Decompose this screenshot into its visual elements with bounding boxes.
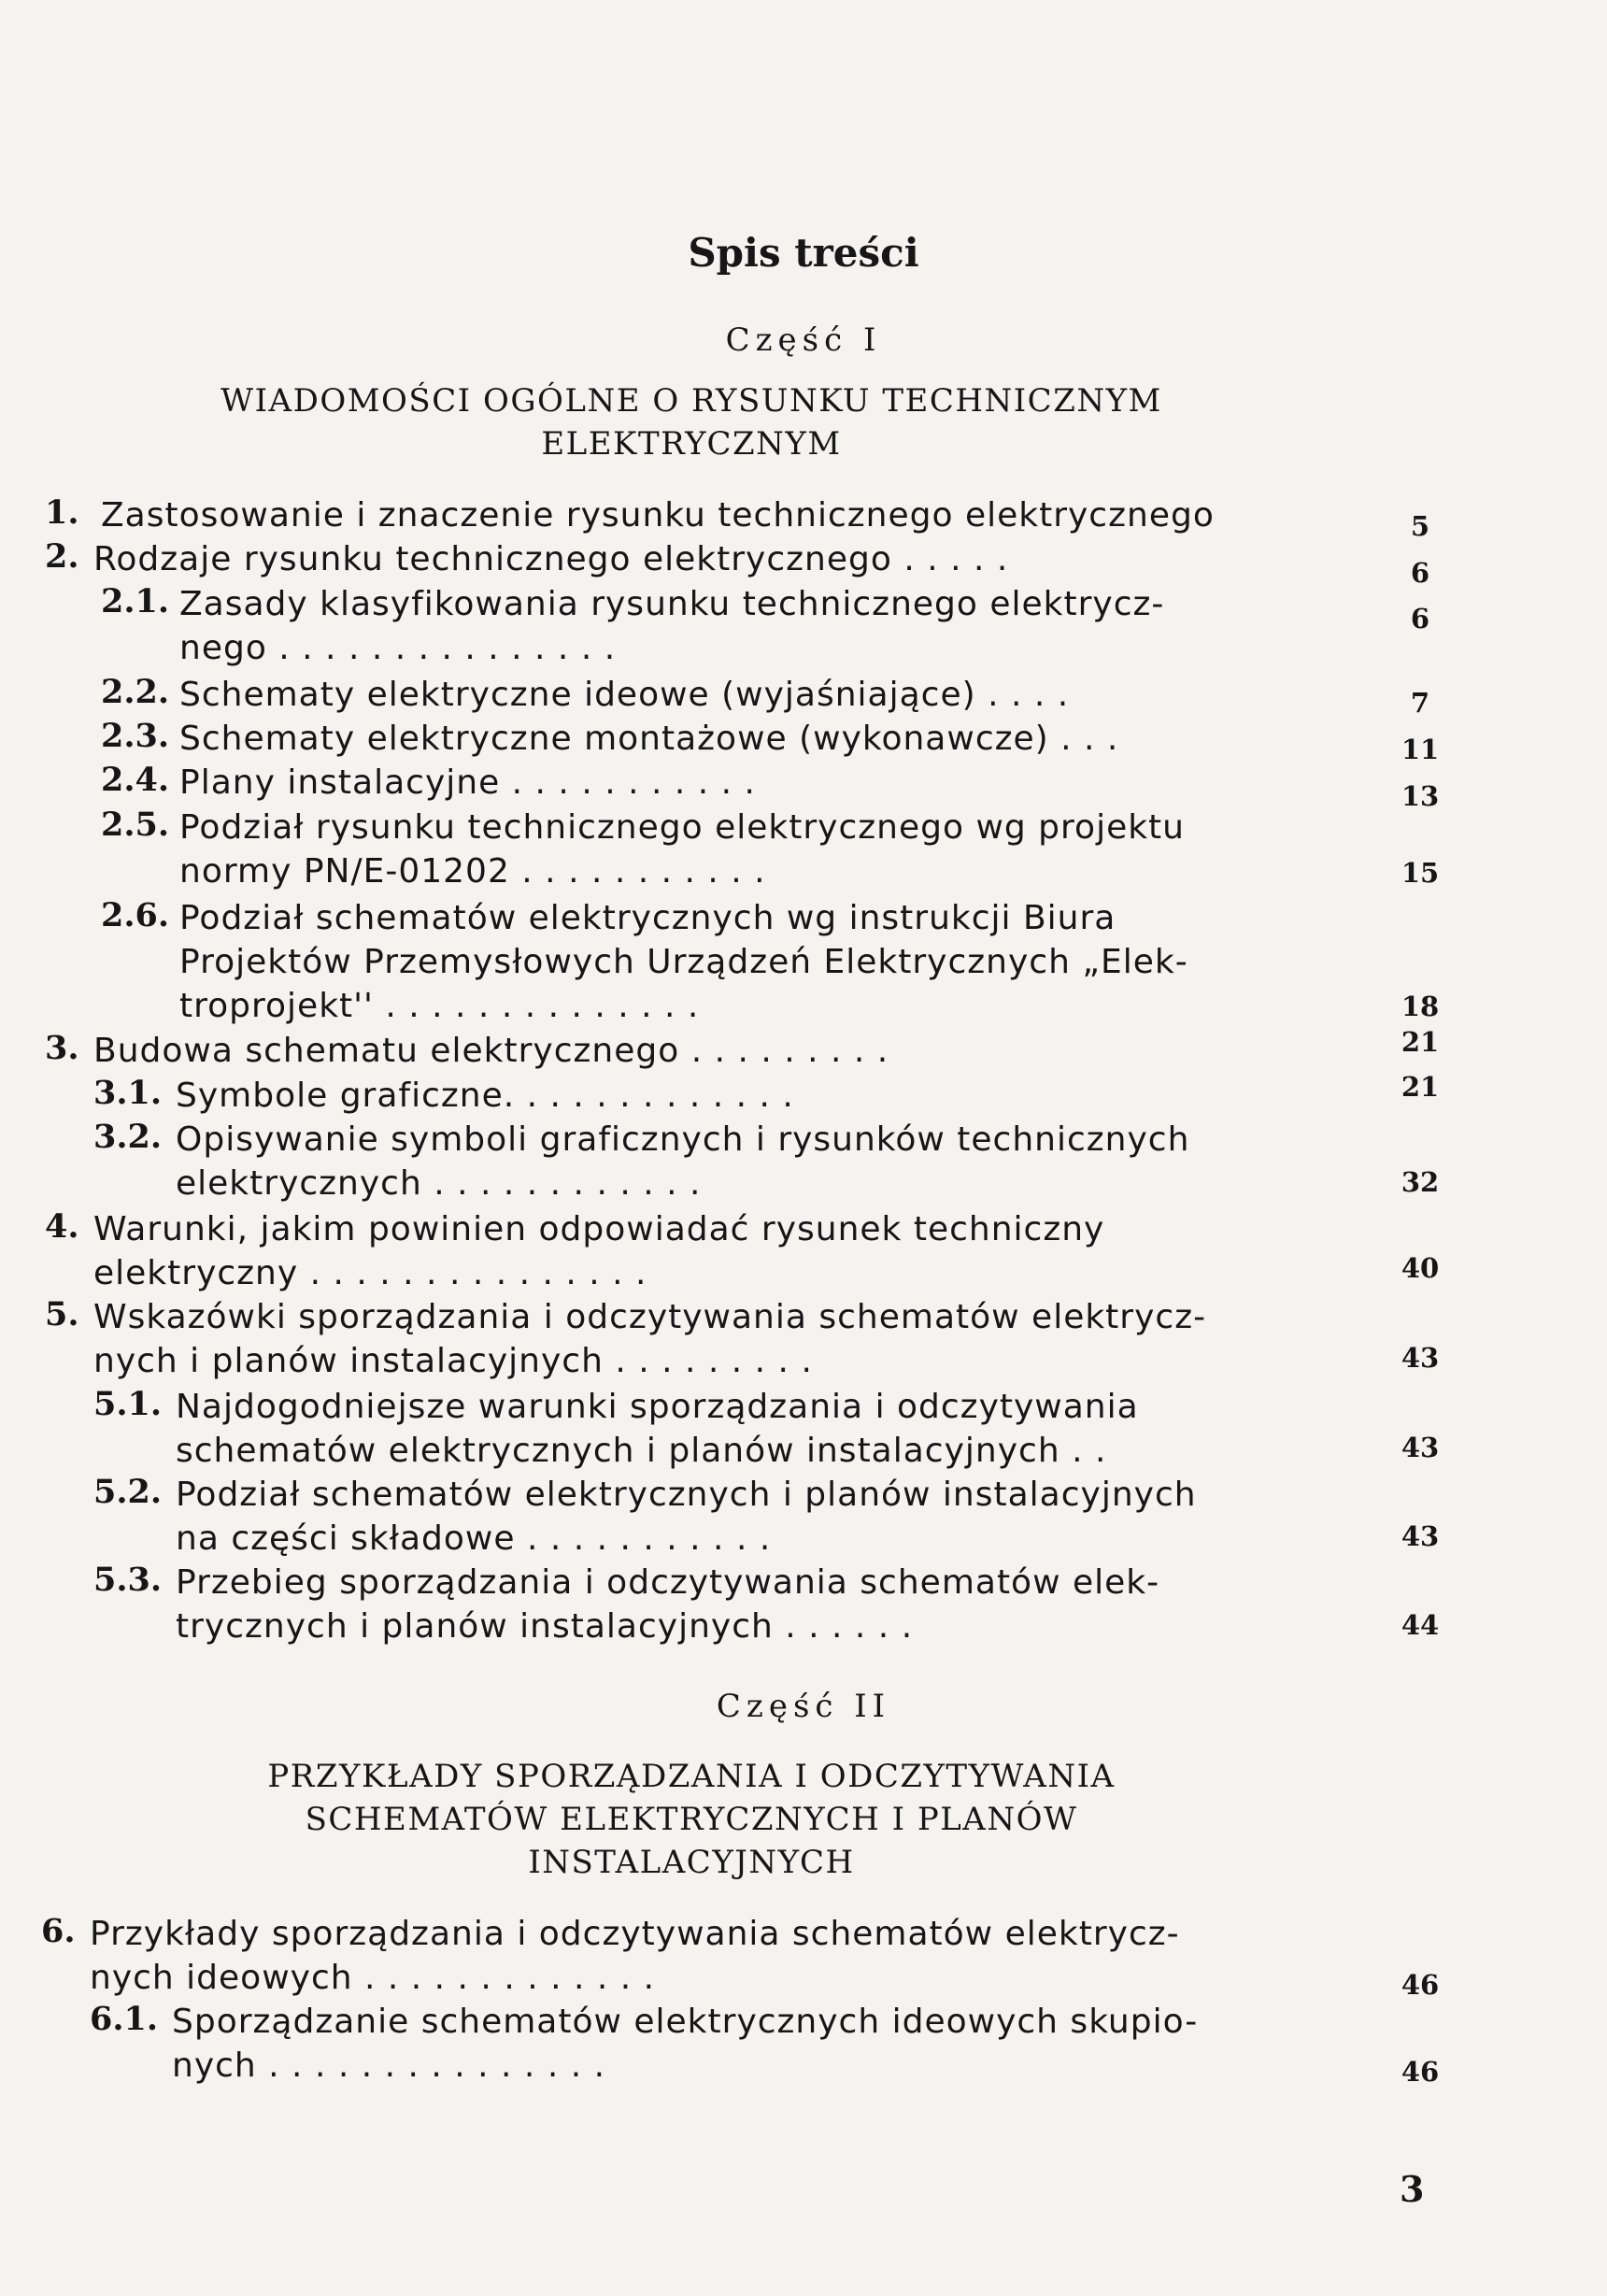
toc-entry-line: Schematy elektryczne montażowe (wykonawcze) . . . (179, 720, 1119, 758)
toc-entry-line: nych i planów instalacyjnych . . . . . . . . . (93, 1342, 813, 1380)
toc-entry-title (93, 1295, 1308, 1383)
toc-entry-page: 21 (1401, 1071, 1440, 1103)
toc-entry-number: 6. (41, 1912, 76, 1950)
part-1-heading-line: ELEKTRYCZNYM (541, 425, 842, 463)
toc-entry-number: 2.2. (101, 673, 170, 711)
toc-entry-page: 11 (1401, 734, 1440, 765)
toc-entry-line: Zastosowanie i znaczenie rysunku technicznego elektrycznego (101, 496, 1215, 535)
toc-entry-number: 3. (45, 1029, 79, 1067)
toc-entry-page: 46 (1401, 2056, 1440, 2088)
toc-entry-line: na części składowe . . . . . . . . . . . (176, 1519, 772, 1558)
toc-entry-line: troprojekt'' . . . . . . . . . . . . . . (179, 987, 700, 1025)
toc-entry-title (179, 896, 1308, 1028)
toc-entry-title (93, 537, 1308, 581)
toc-entry-number: 1. (45, 493, 79, 532)
toc-entry-number: 5.3. (93, 1561, 163, 1599)
toc-entry-number: 5.1. (93, 1385, 163, 1423)
toc-entry-title (176, 1385, 1308, 1473)
toc-entry-number: 5. (45, 1295, 79, 1333)
toc-entry-page: 7 (1410, 687, 1430, 719)
toc-entry-page: 5 (1410, 510, 1430, 542)
toc-entry-page: 13 (1401, 780, 1440, 812)
toc-entry-page: 46 (1401, 1969, 1440, 2001)
toc-entry-title (176, 1473, 1308, 1561)
toc-entry-page: 44 (1401, 1609, 1440, 1641)
toc-entry-line: trycznych i planów instalacyjnych . . . . . . (176, 1607, 914, 1646)
toc-entry-page: 43 (1401, 1342, 1440, 1374)
toc-entry-line: Schematy elektryczne ideowe (wyjaśniające) . . . . (179, 676, 1070, 714)
toc-entry-page: 18 (1401, 991, 1440, 1022)
part-2-label: Część II (716, 1688, 891, 1725)
toc-entry-title (93, 1207, 1308, 1295)
page-number: 3 (1400, 2168, 1425, 2210)
toc-entry-number: 2.6. (101, 896, 170, 934)
toc-entry-line: Sporządzanie schematów elektrycznych ideowych skupio- (172, 2003, 1199, 2041)
toc-entry-number: 3.2. (93, 1118, 163, 1156)
toc-entry-number: 2. (45, 537, 79, 576)
toc-entry-page: 6 (1410, 603, 1430, 635)
toc-entry-line: Przebieg sporządzania i odczytywania schematów elek- (176, 1563, 1160, 1602)
part-2-heading-line: PRZYKŁADY SPORZĄDZANIA I ODCZYTYWANIA (267, 1758, 1116, 1795)
toc-entry-number: 3.1. (93, 1074, 163, 1112)
toc-entry-page: 43 (1401, 1432, 1440, 1463)
toc-entry-line: Podział schematów elektrycznych wg instrukcji Biura (179, 899, 1116, 937)
toc-entry-line: Plany instalacyjne . . . . . . . . . . . (179, 763, 756, 802)
part-2-heading-line: SCHEMATÓW ELEKTRYCZNYCH I PLANÓW (305, 1801, 1078, 1838)
toc-entry-line: Warunki, jakim powinien odpowiadać rysunek techniczny (93, 1210, 1105, 1248)
page-title: Spis treści (688, 230, 919, 276)
toc-entry-number: 5.2. (93, 1473, 163, 1511)
toc-entry-page: 40 (1401, 1252, 1440, 1284)
toc-entry-title (172, 2000, 1308, 2088)
toc-entry-title (176, 1118, 1308, 1205)
toc-entry-title (176, 1074, 1308, 1118)
toc-entry-line: Wskazówki sporządzania i odczytywania schematów elektrycz- (93, 1298, 1207, 1336)
toc-entry-number: 2.1. (101, 582, 170, 620)
toc-entry-number: 2.5. (101, 806, 170, 844)
toc-entry-line: elektryczny . . . . . . . . . . . . . . . (93, 1254, 647, 1292)
toc-entry-line: nego . . . . . . . . . . . . . . . (179, 629, 617, 667)
toc-entry-title (179, 673, 1308, 717)
toc-entry-line: elektrycznych . . . . . . . . . . . . (176, 1164, 702, 1203)
toc-entry-line: nych ideowych . . . . . . . . . . . . . (90, 1959, 656, 1997)
toc-entry-number: 4. (45, 1207, 79, 1246)
toc-entry-line: Zasady klasyfikowania rysunku technicznego elektrycz- (179, 585, 1165, 623)
toc-entry-line: Podział rysunku technicznego elektrycznego wg projektu (179, 808, 1185, 847)
toc-entry-page: 15 (1401, 857, 1440, 889)
toc-entry-line: normy PN/E-01202 . . . . . . . . . . . (179, 852, 766, 891)
toc-entry-line: Przykłady sporządzania i odczytywania schematów elektrycz- (90, 1915, 1180, 1953)
toc-entry-page: 43 (1401, 1520, 1440, 1552)
toc-entry-title (179, 717, 1308, 761)
toc-entry-line: Rodzaje rysunku technicznego elektrycznego . . . . . (93, 540, 1009, 578)
toc-entry-line: Podział schematów elektrycznych i planów instalacyjnych (176, 1476, 1197, 1514)
toc-entry-title (179, 582, 1308, 670)
toc-entry-line: Symbole graficzne. . . . . . . . . . . . . (176, 1077, 794, 1115)
toc-entry-title (93, 1029, 1308, 1073)
toc-entry-number: 2.3. (101, 717, 170, 755)
toc-entry-line: Opisywanie symboli graficznych i rysunków technicznych (176, 1120, 1190, 1159)
part-1-label: Część I (725, 321, 882, 359)
toc-entry-line: Najdogodniejsze warunki sporządzania i odczytywania (176, 1388, 1139, 1426)
toc-entry-title (101, 493, 1308, 537)
toc-entry-title (176, 1561, 1308, 1648)
toc-entry-number: 6.1. (90, 2000, 159, 2038)
toc-entry-page: 21 (1401, 1026, 1440, 1058)
toc-entry-title (90, 1912, 1308, 2000)
toc-entry-title (179, 761, 1308, 805)
part-1-heading-line: WIADOMOŚCI OGÓLNE O RYSUNKU TECHNICZNYM (220, 382, 1162, 420)
toc-entry-line: Projektów Przemysłowych Urządzeń Elektrycznych „Elek- (179, 943, 1188, 981)
part-2-heading-line: INSTALACYJNYCH (528, 1844, 855, 1881)
toc-entry-page: 32 (1401, 1166, 1440, 1198)
toc-entry-number: 2.4. (101, 761, 170, 799)
toc-entry-page: 6 (1410, 557, 1430, 589)
toc-entry-title (179, 806, 1308, 893)
toc-entry-line: nych . . . . . . . . . . . . . . . (172, 2046, 606, 2085)
toc-entry-line: Budowa schematu elektrycznego . . . . . . . . . (93, 1032, 889, 1070)
toc-entry-line: schematów elektrycznych i planów instalacyjnych . . (176, 1432, 1107, 1470)
